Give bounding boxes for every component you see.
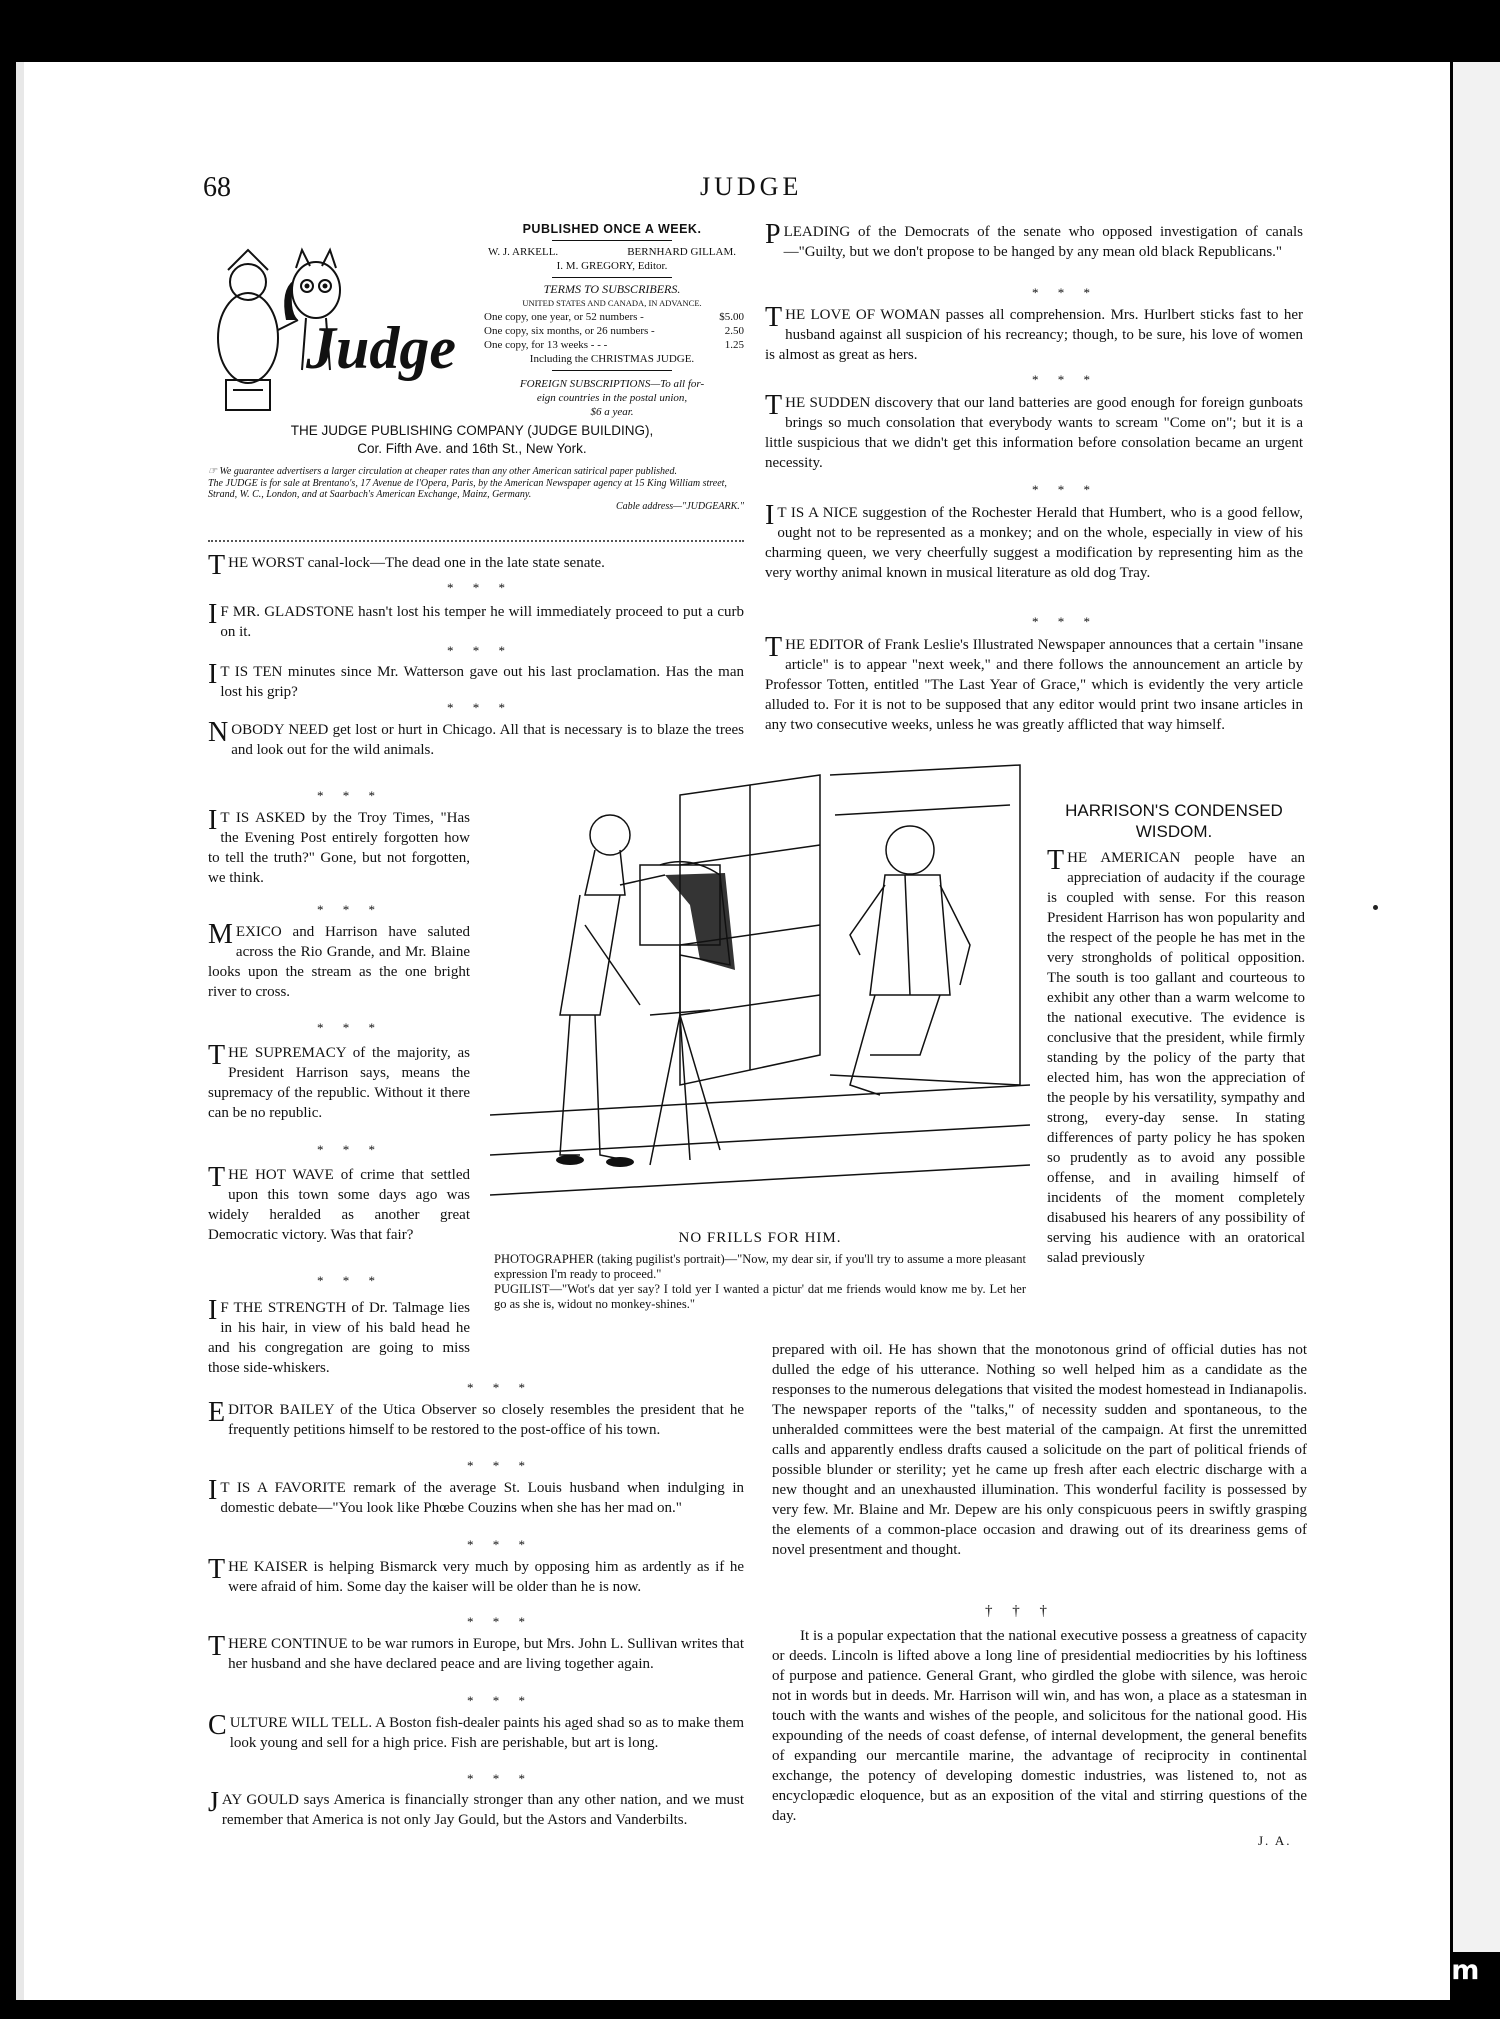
- separator: * * *: [1032, 372, 1098, 387]
- site-watermark: comicbooks.com: [1228, 1955, 1480, 1986]
- paragraph: THE HOT WAVE of crime that settled upon this town some days ago was widely heralded as another great Democratic victory. Was that fair?: [208, 1162, 470, 1243]
- page-left-edge: [16, 62, 24, 2000]
- separator: * * *: [317, 1020, 383, 1035]
- editor-gillam: BERNHARD GILLAM.: [627, 246, 736, 258]
- page-number: 68: [203, 172, 231, 203]
- published-weekly: PUBLISHED ONCE A WEEK.: [522, 222, 702, 236]
- paragraph: I T IS A FAVORITE remark of the average St. Louis husband when indulging in domestic debate—"You look like Phœbe Couzins when she has her mad on.": [208, 1475, 744, 1516]
- separator: * * *: [317, 902, 383, 917]
- paragraph: EDITOR BAILEY of the Utica Observer so closely resembles the president that he frequently petitions himself to be restored to the post-office of his town.: [208, 1397, 744, 1438]
- pugilist-line: PUGILIST—"Wot's dat yer say? I told yer I wanted a pictur' dat me friends would know me by. Let her go as she is, widout no monkey-shines.": [494, 1282, 1026, 1311]
- including-christmas: Including the CHRISTMAS JUDGE.: [529, 353, 695, 365]
- paragraph: THE SUDDEN discovery that our land batteries are good enough for foreign gunboats brings so much consolation that everybody wants to scream "Come on"; but it is a little suspicious that we didn't get this information before consolation became an urgent necessity.: [765, 390, 1303, 471]
- paragraph: I T IS A NICE suggestion of the Rochester Herald that Humbert, who is a good fellow, ought not to be represented as a monkey; and on the whole, especially in view of his charming queen, we very cheerfully suggest a modification by representing him as the very worthy animal known in musical literature as old dog Tray.: [765, 500, 1303, 581]
- paragraph: MEXICO and Harrison have saluted across the Rio Grande, and Mr. Blaine looks upon the stream as the one bright river to cross.: [208, 919, 470, 1000]
- paragraph: THE LOVE OF WOMAN passes all comprehension. Mrs. Hurlbert sticks fast to her husband against all suspicion of his recreancy; though, to be sure, his love of women is almost as great as hers.: [765, 302, 1303, 363]
- photographer-line: PHOTOGRAPHER (taking pugilist's portrait)—"Now, my dear sir, if you'll try to assume a more pleasant expression I'm ready to proceed.": [494, 1252, 1026, 1281]
- masthead-illustration: [198, 220, 476, 415]
- separator: * * *: [1032, 614, 1098, 629]
- ink-speck: [1373, 905, 1378, 910]
- masthead-logo-text: Judge: [306, 315, 456, 381]
- foreign-subscriptions: FOREIGN SUBSCRIPTIONS—To all for- eign countries in the postal union, $6 a year.: [519, 378, 705, 418]
- separator: * * *: [467, 1693, 533, 1708]
- paragraph: PLEADING of the Democrats of the senate who opposed investigation of canals—"Guilty, but we don't propose to be hanged by any mean old black Republicans.": [765, 219, 1303, 260]
- rate-row: One copy, one year, or 52 numbers - $5.00: [484, 311, 744, 323]
- paragraph: THE KAISER is helping Bismarck very much by opposing him as ardently as if he were afraid of him. Some day the kaiser will be older than he is now.: [208, 1554, 744, 1595]
- separator: * * *: [467, 1458, 533, 1473]
- subscription-rates: [480, 310, 744, 352]
- illustration-dialogue: [494, 1252, 1026, 1312]
- paragraph: CULTURE WILL TELL. A Boston fish-dealer paints his aged shad so as to make them look young and sell for a high price. Fish are perishable, but art is long.: [208, 1710, 744, 1751]
- paragraph: I T IS TEN minutes since Mr. Watterson gave out his last proclamation. Has the man lost his grip?: [208, 659, 744, 700]
- illustration-caption: NO FRILLS FOR HIM.: [678, 1230, 842, 1246]
- paragraph: THE SUPREMACY of the majority, as President Harrison says, means the supremacy of the republic. Without it there can be no republic.: [208, 1040, 470, 1121]
- separator: * * *: [317, 1273, 383, 1288]
- publication-info: [480, 222, 744, 419]
- rate-row: One copy, for 13 weeks - - - 1.25: [484, 339, 744, 351]
- separator: * * *: [1032, 285, 1098, 300]
- rule: [552, 277, 672, 278]
- article-paragraph: THE AMERICAN people have an appreciation of audacity if the courage is coupled with sense. For this reason President Harrison has won popularity and the respect of the people he has met in the very strongholds of political opposition. The south is too gallant and courteous to exhibit any other than a warm welcome to the national executive. The evidence is conclusive that the president, while firmly standing by the policy of the party that elected him, has won the appreciation of the people by his versatility, sympathy and strong, every-day sense. In stating differences of party policy he has spoken so prudently as to avoid any possible offense, and in availing himself of incidents of the moment completely disabused his hearers of any possibility of serving his audience with an oratorical salad previously: [1047, 848, 1305, 1266]
- company-info: [200, 422, 744, 458]
- rule: [552, 370, 672, 371]
- separator: * * *: [317, 1142, 383, 1157]
- separator: * * *: [447, 700, 513, 715]
- page-title: JUDGE: [700, 172, 803, 201]
- separator: * * *: [467, 1380, 533, 1395]
- article-paragraph: It is a popular expectation that the national executive possess a greatness of capacity or deeds. Lincoln is lifted above a long line of presidential mediocrities by his loftiness of purpose and patience. General Grant, who girdled the globe with silence, was heroic not in words but in deeds. Mr. Harrison will win, and has won, a place as a statesman in touch with the wants and wishes of the people, and solicitous for the national good. His expounding of the needs of coast defense, of internal development, the general benefits of expanding our mercantile marine, the advantage of reciprocity in continental exchange, the potency of developing domestic industries, was listened to, not as encyclopædic eloquence, but as an exposition of the vital and stirring questions of the day.: [772, 1628, 1307, 1824]
- paragraph: THE EDITOR of Frank Leslie's Illustrated Newspaper announces that a certain "insane article" is to appear "next week," and there follows the announcement an article by Professor Totten, entitled "The Last Year of Grace," which is evidently the very article alluded to. For it is not to be supposed that any editor would print two insane articles in any two consecutive weeks, unless he was greatly afflicted that way himself.: [765, 632, 1303, 733]
- paragraph: JAY GOULD says America is financially stronger than any other nation, and we must remember that America is not only Jay Gould, but the Astors and Vanderbilts.: [208, 1787, 744, 1828]
- rate-row: One copy, six months, or 26 numbers - 2.50: [484, 325, 744, 337]
- separator: * * *: [447, 643, 513, 658]
- article-paragraph: prepared with oil. He has shown that the monotonous grind of official duties has not dulled the edge of his utterance. Nothing so well helped him as a candidate as the responses to the numerous delegations that visited the modest homestead in Indianapolis. The newspaper reports of the "talks," of necessity sudden and spontaneous, to the unheralded committees were the best material of the campaign. At first the unremitted calls and apparently endless drafts caused a solicitude on the part of political friends of possible blunder or sterility; yet he came up fresh after each electric discharge with a new thought and an unexhausted illumination. This wonderful facility is possessed by very few. Mr. Blaine and Mr. Depew are his only conspicuous peers in swiftly grasping the elements of a common-place occasion and drawing out of its dreariness gems of novel presentment and thought.: [772, 1342, 1307, 1558]
- paragraph: I F MR. GLADSTONE hasn't lost his temper he will immediately proceed to put a curb on it.: [208, 599, 744, 640]
- separator: * * *: [467, 1614, 533, 1629]
- sale-note: The JUDGE is for sale at Brentano's, 17 Avenue de l'Opera, Paris, by the American Newspaper agency at 15 King William street, Strand, W. C., London, and at Saarbach's American Exchange, Mainz, Germany.: [208, 477, 727, 500]
- terms-title: TERMS TO SUBSCRIBERS.: [543, 282, 681, 296]
- editor-arkell: W. J. ARKELL.: [488, 246, 559, 258]
- cable-address: Cable address—"JUDGEARK.": [615, 500, 744, 512]
- separator: * * *: [1032, 482, 1098, 497]
- separator: * * *: [447, 580, 513, 595]
- next-page-edge: [1453, 62, 1500, 1952]
- editor-gregory: I. M. GREGORY, Editor.: [556, 260, 668, 272]
- cartoon-illustration: [490, 755, 1030, 1215]
- article-signature: J. A.: [1258, 1833, 1292, 1848]
- separator: * * *: [467, 1771, 533, 1786]
- paragraph: NOBODY NEED get lost or hurt in Chicago. All that is necessary is to blaze the trees and look out for the wild animals.: [208, 717, 744, 758]
- advertiser-note: ☞ We guarantee advertisers a larger circulation at cheaper rates than any other American satirical paper published.: [208, 466, 677, 477]
- separator: * * *: [467, 1537, 533, 1552]
- company-address: Cor. Fifth Ave. and 16th St., New York.: [357, 441, 587, 456]
- article-title: HARRISON'S CONDENSED WISDOM.: [1065, 801, 1283, 841]
- divider: [208, 540, 744, 548]
- terms-region: UNITED STATES AND CANADA, IN ADVANCE.: [522, 298, 702, 308]
- separator: * * *: [317, 788, 383, 803]
- section-crosses: † † †: [985, 1603, 1055, 1619]
- rule: [552, 240, 672, 241]
- paragraph: THE WORST canal-lock—The dead one in the late state senate.: [208, 550, 605, 581]
- publisher-notes: [208, 466, 744, 512]
- company-name: THE JUDGE PUBLISHING COMPANY (JUDGE BUILDING),: [290, 423, 654, 438]
- paragraph: THERE CONTINUE to be war rumors in Europe, but Mrs. John L. Sullivan writes that her husband and she have declared peace and are living together again.: [208, 1631, 744, 1672]
- paragraph: I T IS ASKED by the Troy Times, "Has the Evening Post entirely forgotten how to tell the truth?" Gone, but not forgotten, we think.: [208, 805, 470, 886]
- paragraph: I F THE STRENGTH of Dr. Talmage lies in his hair, in view of his bald head he and his congregation are going to miss those side-whiskers.: [208, 1295, 470, 1376]
